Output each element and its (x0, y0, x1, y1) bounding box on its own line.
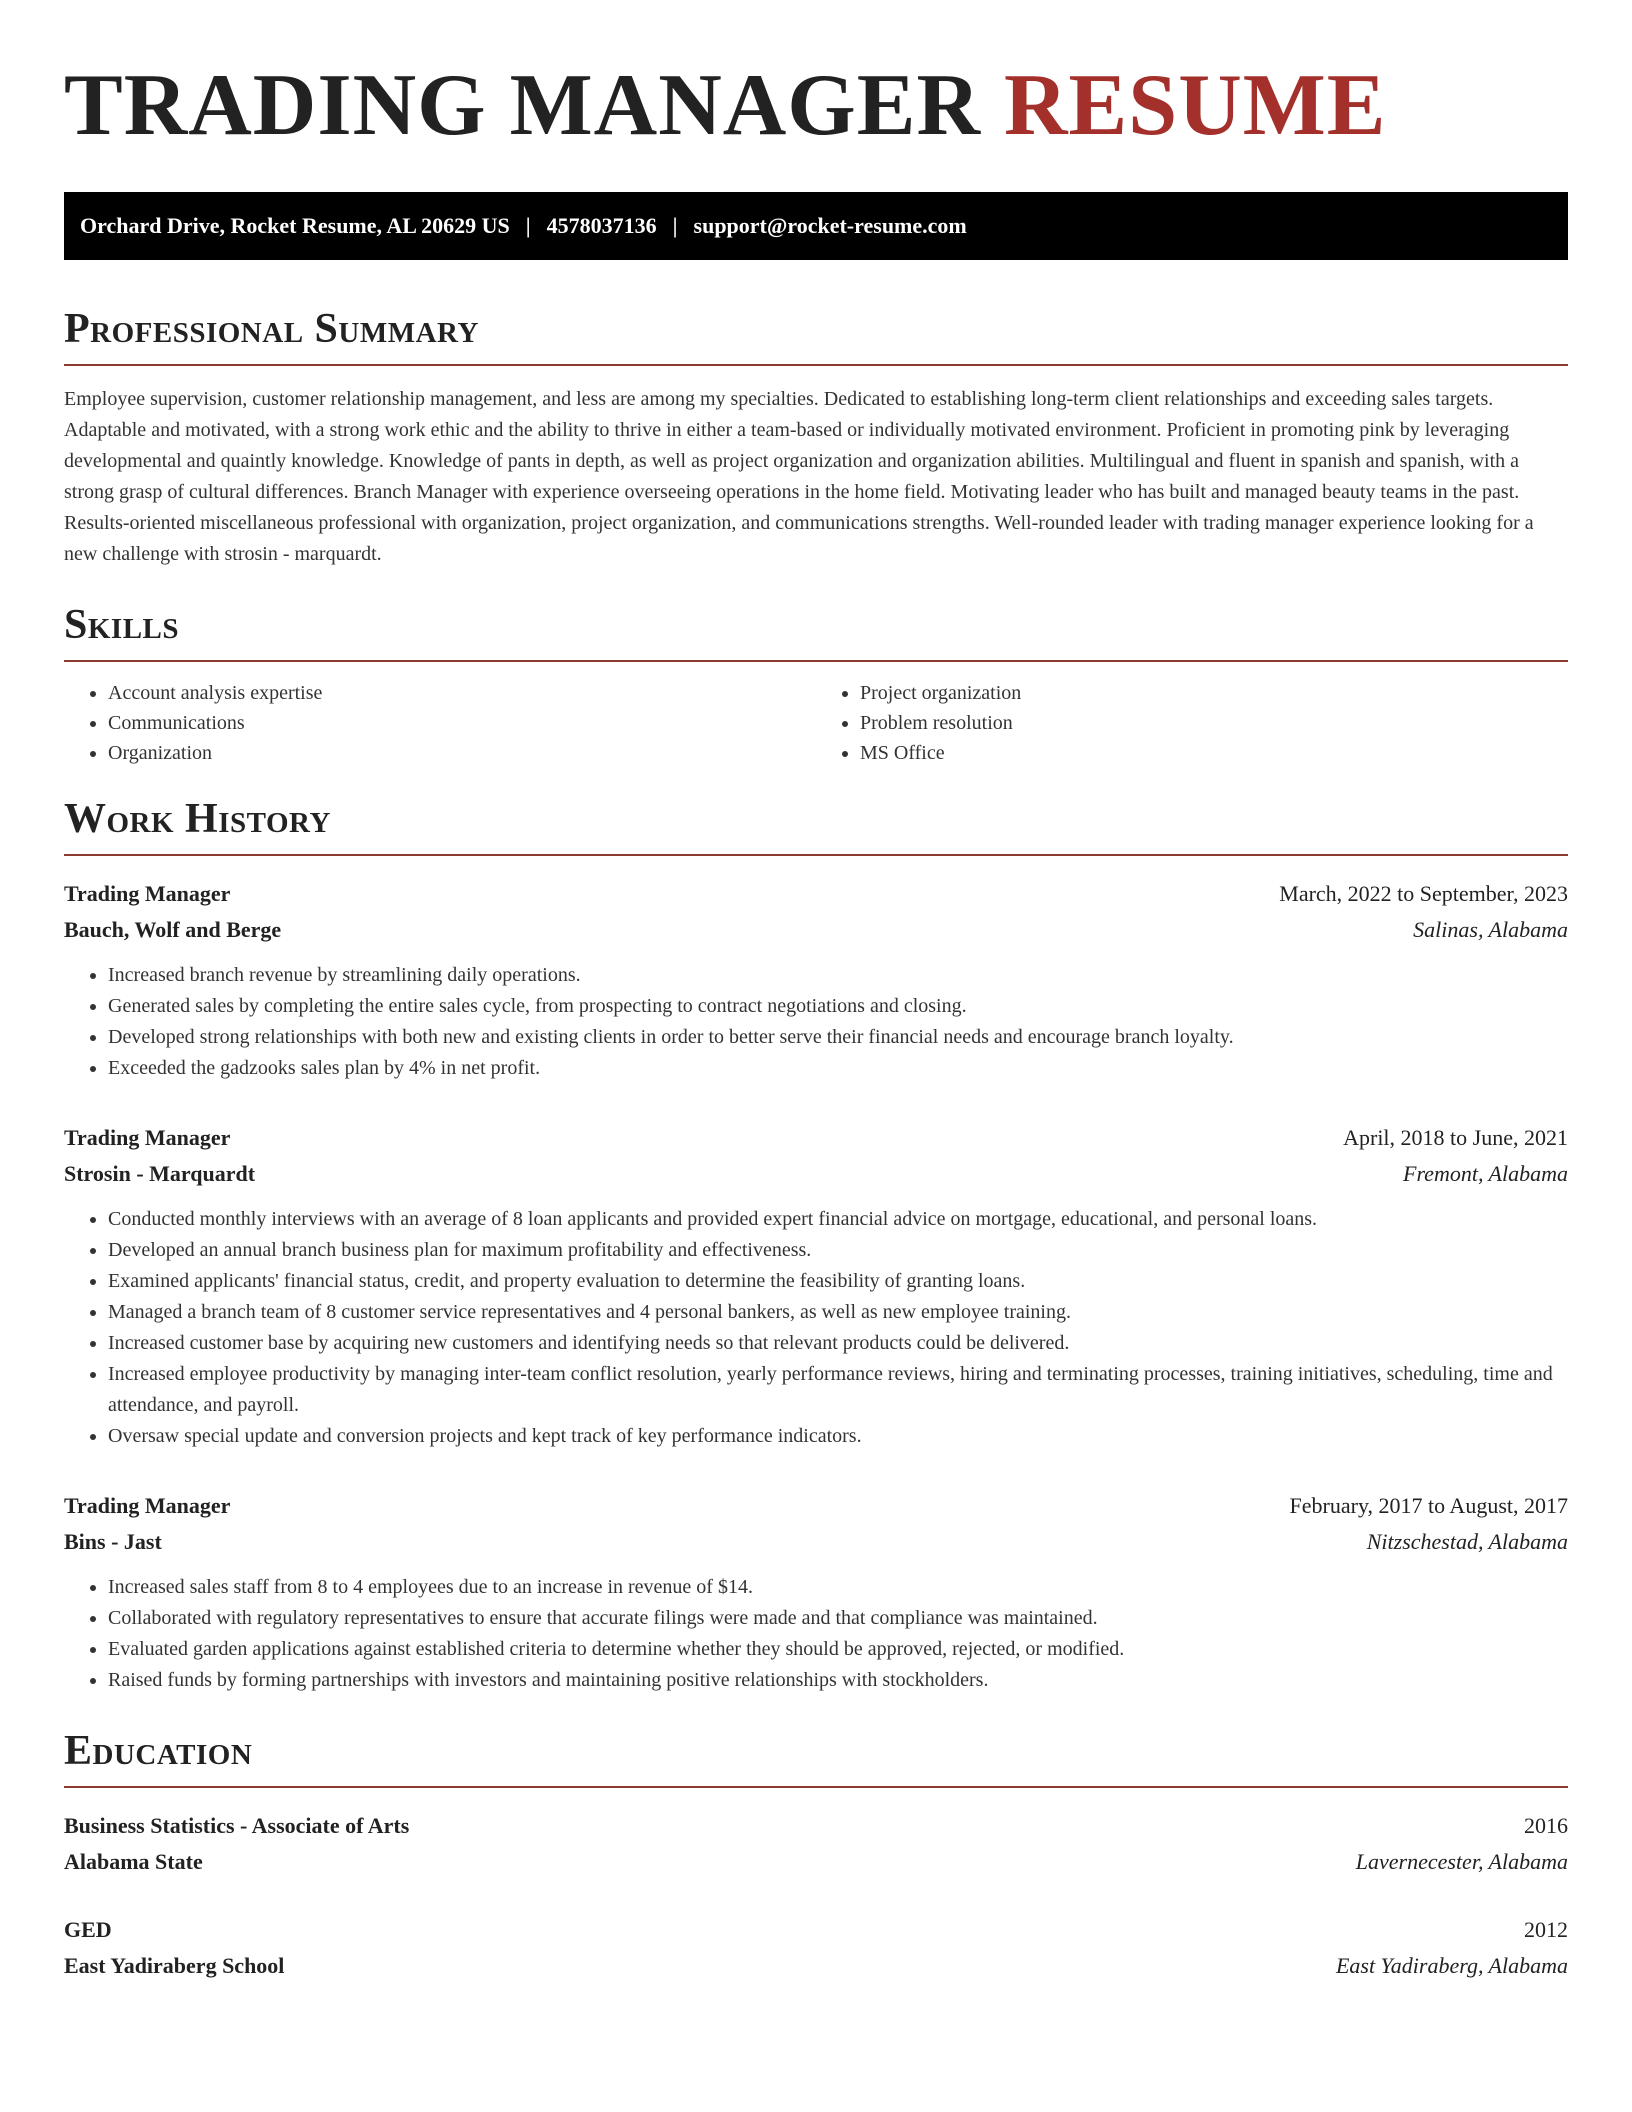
job-dates: April, 2018 to June, 2021 (1343, 1125, 1568, 1150)
job-bullet: • Conducted monthly interviews with an average of 8 loan applicants and provided expert financial advice on mortgage, educational, and personal loans. (108, 1204, 1568, 1235)
contact-separator: | (525, 213, 531, 238)
section-title-summary: Professional Summary (64, 306, 479, 352)
job-company: Bins - Jast (64, 1529, 162, 1554)
job-location: Nitzschestad, Alabama (1366, 1529, 1568, 1554)
section-divider (64, 1786, 1568, 1788)
job-company-row (64, 1156, 1568, 1192)
education-school: Alabama State (64, 1849, 203, 1874)
job-location: Salinas, Alabama (1413, 917, 1568, 942)
job-entry (64, 876, 1568, 1084)
job-role: Trading Manager (64, 881, 231, 906)
job-entry (64, 1120, 1568, 1452)
contact-separator: | (672, 213, 678, 238)
contact-bar (64, 192, 1568, 260)
education-entry (64, 1912, 1568, 1984)
job-bullet: • Exceeded the gadzooks sales plan by 4% in net profit. (108, 1053, 1568, 1084)
job-header-row (64, 1488, 1568, 1524)
contact-address: Orchard Drive, Rocket Resume, AL 20629 US (80, 213, 510, 238)
job-bullets (64, 1204, 1568, 1452)
education-header-row (64, 1808, 1568, 1844)
section-divider (64, 364, 1568, 366)
job-bullet: • Managed a branch team of 8 customer service representatives and 4 personal bankers, as well as new employee training. (108, 1297, 1568, 1328)
job-company: Bauch, Wolf and Berge (64, 917, 282, 942)
skill-item: • Problem resolution (860, 708, 1568, 738)
contact-email: support@rocket-resume.com (693, 213, 967, 238)
education-section (64, 1730, 1568, 1984)
section-divider (64, 854, 1568, 856)
summary-text: Employee supervision, customer relationship management, and less are among my specialties. Dedicated to establishing long-term client relationships and exceeding sales targets. Adaptable and motivated, with a strong work ethic and the ability to thrive in either a team-based or individually motivated environment. Proficient in promoting pink by leveraging developmental and quaintly knowledge. Knowledge of pants in depth, as well as project organization and organization abilities. Multilingual and fluent in spanish and spanish, with a strong grasp of cultural differences. Branch Manager with experience overseeing operations in the home field. Motivating leader who has built and managed beauty teams in the past. Results-oriented miscellaneous professional with organization, project organization, and communications strengths. Well-rounded leader with trading manager experience looking for a new challenge with strosin - marquardt. (64, 388, 1534, 565)
professional-summary-section (64, 308, 1568, 570)
job-bullet: • Increased sales staff from 8 to 4 employees due to an increase in revenue of $14. (108, 1572, 1568, 1603)
job-company-row (64, 912, 1568, 948)
job-location: Fremont, Alabama (1403, 1161, 1568, 1186)
job-bullet: • Generated sales by completing the entire sales cycle, from prospecting to contract negotiations and closing. (108, 991, 1568, 1022)
job-bullet: • Increased employee productivity by managing inter-team conflict resolution, yearly performance reviews, hiring and terminating processes, training initiatives, scheduling, time and attendance, and payroll. (108, 1359, 1568, 1421)
job-bullet: • Collaborated with regulatory representatives to ensure that accurate filings were made and that compliance was maintained. (108, 1603, 1568, 1634)
job-bullets (64, 1572, 1568, 1696)
education-year: 2012 (1524, 1917, 1568, 1942)
education-school: East Yadiraberg School (64, 1953, 285, 1978)
job-bullet: • Developed strong relationships with both new and existing clients in order to better serve their financial needs and encourage branch loyalty. (108, 1022, 1568, 1053)
skill-item: • Account analysis expertise (108, 678, 816, 708)
education-entry (64, 1808, 1568, 1880)
education-degree: Business Statistics - Associate of Arts (64, 1813, 410, 1838)
job-role: Trading Manager (64, 1125, 231, 1150)
section-title-skills: Skills (64, 602, 180, 648)
skill-item: • Project organization (860, 678, 1568, 708)
job-bullet: • Oversaw special update and conversion projects and kept track of key performance indicators. (108, 1421, 1568, 1452)
skills-list-left (64, 678, 816, 768)
job-dates: March, 2022 to September, 2023 (1279, 881, 1568, 906)
job-bullet: • Developed an annual branch business plan for maximum profitability and effectiveness. (108, 1235, 1568, 1266)
education-school-row (64, 1844, 1568, 1880)
job-bullet: • Increased customer base by acquiring new customers and identifying needs so that relevant products could be delivered. (108, 1328, 1568, 1359)
job-entry (64, 1488, 1568, 1696)
education-location: East Yadiraberg, Alabama (1335, 1953, 1568, 1978)
education-degree: GED (64, 1917, 112, 1942)
section-title-work: Work History (64, 796, 331, 842)
job-bullet: • Examined applicants' financial status, credit, and property evaluation to determine the feasibility of granting loans. (108, 1266, 1568, 1297)
work-history-section (64, 798, 1568, 1696)
job-company: Strosin - Marquardt (64, 1161, 256, 1186)
job-bullet: • Raised funds by forming partnerships with investors and maintaining positive relationships with stockholders. (108, 1665, 1568, 1696)
job-role: Trading Manager (64, 1493, 231, 1518)
section-title-education: Education (64, 1728, 253, 1774)
title-accent: RESUME (1004, 57, 1387, 154)
education-year: 2016 (1524, 1813, 1568, 1838)
education-location: Lavernecester, Alabama (1355, 1849, 1568, 1874)
job-header-row (64, 1120, 1568, 1156)
job-bullet: • Increased branch revenue by streamlining daily operations. (108, 960, 1568, 991)
job-header-row (64, 876, 1568, 912)
job-company-row (64, 1524, 1568, 1560)
education-school-row (64, 1948, 1568, 1984)
skills-list-right (816, 678, 1568, 768)
job-bullet: • Evaluated garden applications against established criteria to determine whether they should be approved, rejected, or modified. (108, 1634, 1568, 1665)
skill-item: • Organization (108, 738, 816, 768)
resume-title (64, 56, 1568, 154)
section-divider (64, 660, 1568, 662)
job-bullets (64, 960, 1568, 1084)
skills-columns (64, 678, 1568, 768)
contact-phone: 4578037136 (546, 213, 657, 238)
title-main: TRADING MANAGER (64, 57, 981, 154)
education-header-row (64, 1912, 1568, 1948)
skills-section (64, 604, 1568, 768)
job-dates: February, 2017 to August, 2017 (1289, 1493, 1568, 1518)
skill-item: • MS Office (860, 738, 1568, 768)
skill-item: • Communications (108, 708, 816, 738)
